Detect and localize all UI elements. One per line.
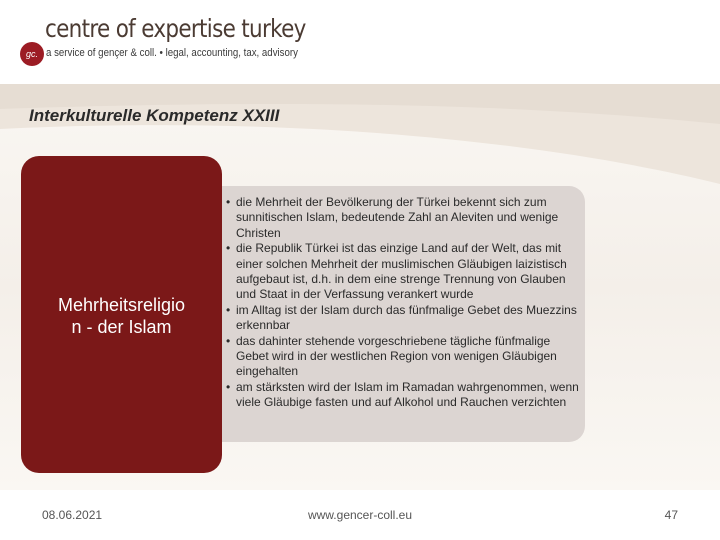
bullet-marker: • bbox=[226, 195, 231, 209]
bullet-marker: • bbox=[226, 379, 231, 394]
header bbox=[0, 0, 720, 80]
bullet-list bbox=[226, 195, 581, 411]
bullet-marker: • bbox=[226, 333, 231, 348]
list-item bbox=[226, 303, 581, 334]
bullet-text: das dahinter stehende vorgeschriebene tägliche fünfmalige Gebet wird in der westlichen Region von wenigen Gläubigen eingehalten bbox=[236, 333, 557, 379]
list-item bbox=[226, 241, 581, 303]
slide-title: Interkulturelle Kompetenz XXIII bbox=[29, 106, 280, 125]
list-item bbox=[226, 195, 581, 241]
bullet-text: die Mehrheit der Bevölkerung der Türkei bekennt sich zum sunnitischen Islam, bedeutende Zahl an Aleviten und wenige Christen bbox=[236, 195, 559, 240]
side-box-label bbox=[21, 294, 222, 338]
logo-badge-icon: gc. bbox=[20, 42, 44, 66]
bullet-text: die Republik Türkei ist das einzige Land auf der Welt, das mit einer solchen Mehrheit der muslimischen Gläubigen laizistisch aufgebaut ist, d.h. in dem eine strenge Trennung von Glauben und Staat in der Verfassung verankert wurde bbox=[236, 241, 567, 302]
footer-url[interactable]: www.gencer-coll.eu bbox=[307, 508, 413, 522]
side-box-label-line2: n - der Islam bbox=[71, 317, 172, 337]
bullet-marker: • bbox=[226, 241, 231, 256]
bullet-text: am stärksten wird der Islam im Ramadan wahrgenommen, wenn viele Gläubige fasten und auf Alkohol und Rauchen verzichten bbox=[236, 379, 579, 410]
logo-title: centre of expertise turkey bbox=[45, 14, 306, 43]
bullet-marker: • bbox=[226, 302, 231, 317]
list-item bbox=[226, 380, 581, 411]
list-item bbox=[226, 334, 581, 380]
logo-subtitle: a service of gençer & coll. • legal, accounting, tax, advisory bbox=[46, 47, 298, 59]
bullet-text: im Alltag ist der Islam durch das fünfmalige Gebet des Muezzins erkennbar bbox=[236, 302, 577, 333]
side-box-label-line1: Mehrheitsreligio bbox=[57, 295, 186, 315]
footer-date: 08.06.2021 bbox=[42, 508, 103, 522]
page-number: 47 bbox=[664, 508, 678, 522]
